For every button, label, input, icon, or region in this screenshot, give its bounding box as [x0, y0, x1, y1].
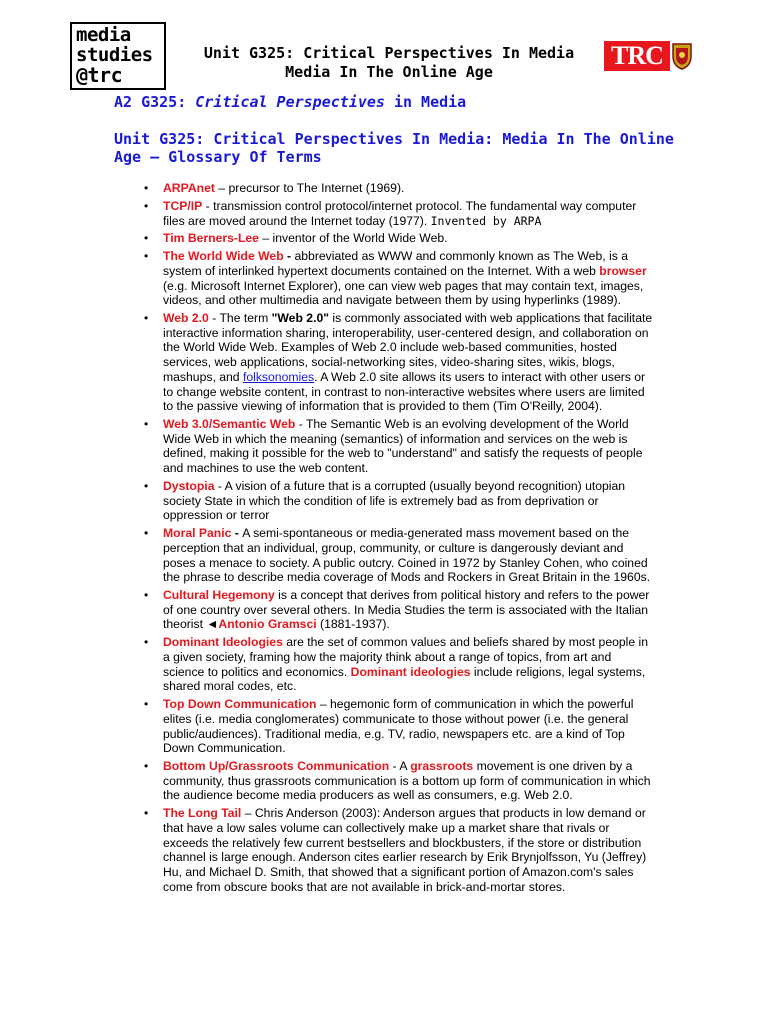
- glossary-item-top-down: [163, 697, 655, 756]
- term-separator: -: [214, 478, 225, 493]
- glossary-definition: hegemonic form of communication in which the powerful elites (i.e. media conglomerates) communicate to those without power (i.e. the general public/audiences). Traditional media, e.g. TV, radio, newspapers etc. are a kind of Top Down Communication.: [163, 697, 634, 756]
- glossary-item-tcpip: [163, 199, 655, 228]
- glossary-term: The World Wide Web: [163, 249, 284, 264]
- media-studies-logo: [70, 22, 166, 90]
- trc-logo-text: TRC: [604, 41, 670, 71]
- glossary-definition: transmission control protocol/internet protocol. The fundamental way computer files are moved around the Internet today (1977).: [163, 198, 637, 228]
- school-crest-icon: [671, 42, 693, 70]
- glossary-definition: A vision of a future that is a corrupted (usually beyond recognition) utopian society State in which the condition of life is extremely bad as from deprivation or oppression or terror: [163, 478, 626, 523]
- glossary-term: Top Down Communication: [163, 697, 317, 712]
- glossary-item-www: [163, 249, 655, 308]
- glossary-item-long-tail: [163, 806, 655, 894]
- glossary-bold-phrase: "Web 2.0": [271, 311, 330, 325]
- glossary-definition: The Semantic Web is an evolving development of the World Wide Web in which the meaning (semantics) of information and services on the web is defined, making it possible for the web to "understand" and satisfy the requests of people and machines to use the web content.: [163, 417, 643, 476]
- glossary-term: Moral Panic: [163, 526, 232, 541]
- term-separator: -: [231, 526, 243, 541]
- term-separator: –: [258, 231, 273, 246]
- term-separator: –: [316, 697, 331, 712]
- term-separator: -: [389, 759, 400, 774]
- glossary-definition: The term: [219, 311, 272, 325]
- glossary-definition: A: [399, 759, 411, 774]
- glossary-definition: is a concept that derives from political history and refers to the power of one country over several others. In Media Studies the term is associated with the Italian theorist ◄: [163, 588, 650, 632]
- glossary-term: ARPAnet: [163, 181, 215, 195]
- glossary-item-moral-panic: [163, 526, 655, 585]
- glossary-term: Web 2.0: [163, 311, 209, 325]
- term-separator: -: [208, 311, 220, 325]
- glossary-term: Tim Berners-Lee: [163, 231, 259, 246]
- logo-line: studies: [76, 44, 153, 66]
- logo-line: @trc: [76, 63, 123, 87]
- glossary-item-dominant-ideologies: [163, 635, 655, 694]
- glossary-definition: . A Web 2.0 site allows its users to interact with other users or to change website content, in contrast to non-interactive websites where users are limited to the passive viewing of information that is provided to them (Tim O'Reilly, 2004).: [163, 369, 646, 414]
- course-heading-prefix: A2 G325:: [114, 93, 196, 111]
- glossary-term: Bottom Up/Grassroots Communication: [163, 759, 390, 774]
- glossary-item-bottom-up: [163, 759, 655, 803]
- glossary-definition: include religions, legal systems, shared moral codes, etc.: [163, 664, 646, 694]
- glossary-definition: A semi-spontaneous or media-generated mass movement based on the perception that an individual, group, community, or culture is dangerously deviant and poses a menace to society. A public outcry. Coined in 1972 by Stanley Cohen, who coined the phrase to describe media coverage of Mods and Rockers in Great Britain in the 1960s.: [163, 526, 651, 585]
- term-separator: –: [214, 181, 229, 195]
- logo-line: media: [76, 24, 131, 46]
- term-separator: -: [283, 249, 295, 264]
- glossary-term: Web 3.0/Semantic Web: [163, 417, 296, 432]
- glossary-inline-term: Antonio Gramsci: [218, 617, 317, 632]
- glossary-item-dystopia: [163, 479, 655, 523]
- trc-logo: [604, 41, 692, 71]
- glossary-definition: abbreviated as WWW and commonly known as The Web, is a system of interlinked hypertext documents contained on the Internet. With a web: [163, 249, 628, 278]
- glossary-note: Invented by ARPA: [430, 213, 542, 228]
- course-heading: [114, 93, 466, 111]
- glossary-definition: (1881-1937).: [316, 617, 390, 632]
- glossary-item-arpanet: [163, 181, 655, 196]
- glossary-term: Dominant Ideologies: [163, 635, 283, 650]
- term-separator: -: [295, 417, 306, 432]
- term-separator: –: [241, 806, 255, 821]
- page-header-title: [180, 44, 598, 82]
- glossary-inline-term: browser: [599, 263, 647, 278]
- course-heading-suffix: in Media: [384, 93, 467, 111]
- glossary-inline-term: Dominant ideologies: [350, 664, 471, 679]
- glossary-definition: Chris Anderson (2003): Anderson argues that products in low demand or that have a low sales volume can collectively make up a market share that rivals or exceeds the relatively few current bestsellers and blockbusters, if the store or distribution channel is large enough. Anderson cites earlier research by Erik Brynjolfsson, Yu (Jeffrey) Hu, and Michael D. Smith, that showed that a significant portion of Amazon.com's sales come from obscure books that are not available in brick-and-mortar stores.: [163, 806, 647, 894]
- course-heading-italic: Critical Perspectives: [195, 93, 385, 111]
- glossary-definition: is commonly associated with web applications that facilitate interactive information sharing, interoperability, user-centered design, and collaboration on the World Wide Web. Examples of Web 2.0 include web-based communities, hosted services, web applications, social-networking sites, video-sharing sites, wikis, blogs, mashups, and: [163, 311, 653, 384]
- glossary-list: [163, 181, 655, 898]
- glossary-term: The Long Tail: [163, 806, 242, 821]
- term-separator: -: [202, 198, 214, 213]
- glossary-term: Dystopia: [163, 478, 215, 493]
- glossary-item-web3: [163, 417, 655, 476]
- glossary-term: Cultural Hegemony: [163, 588, 275, 603]
- glossary-definition: are the set of common values and beliefs shared by most people in a given society, framing how the majority think about a range of topics, from art and science to politics and economics.: [163, 635, 649, 679]
- glossary-definition: (e.g. Microsoft Internet Explorer), one can view web pages that may contain text, images, videos, and other multimedia and navigate between them by using hyperlinks (1989).: [163, 278, 644, 308]
- glossary-inline-term: grassroots: [410, 759, 474, 774]
- glossary-definition: precursor to The Internet (1969).: [228, 181, 405, 195]
- folksonomies-link[interactable]: folksonomies: [242, 369, 315, 384]
- glossary-item-web2: [163, 311, 655, 414]
- glossary-definition: movement is one driven by a community, thus grassroots communication is a bottom up form of communication in which the audience become media producers as well as consumers, e.g. Web 2.0.: [163, 759, 651, 803]
- glossary-item-berners-lee: [163, 231, 655, 246]
- glossary-item-cultural-hegemony: [163, 588, 655, 632]
- header-title-line1: Unit G325: Critical Perspectives In Media: [203, 44, 575, 62]
- glossary-heading: Unit G325: Critical Perspectives In Media: Media In The Online Age – Glossary Of Terms: [114, 130, 674, 166]
- header-title-line2: Media In The Online Age: [285, 63, 493, 81]
- glossary-definition: inventor of the World Wide Web.: [272, 231, 448, 246]
- glossary-term: TCP/IP: [163, 198, 203, 213]
